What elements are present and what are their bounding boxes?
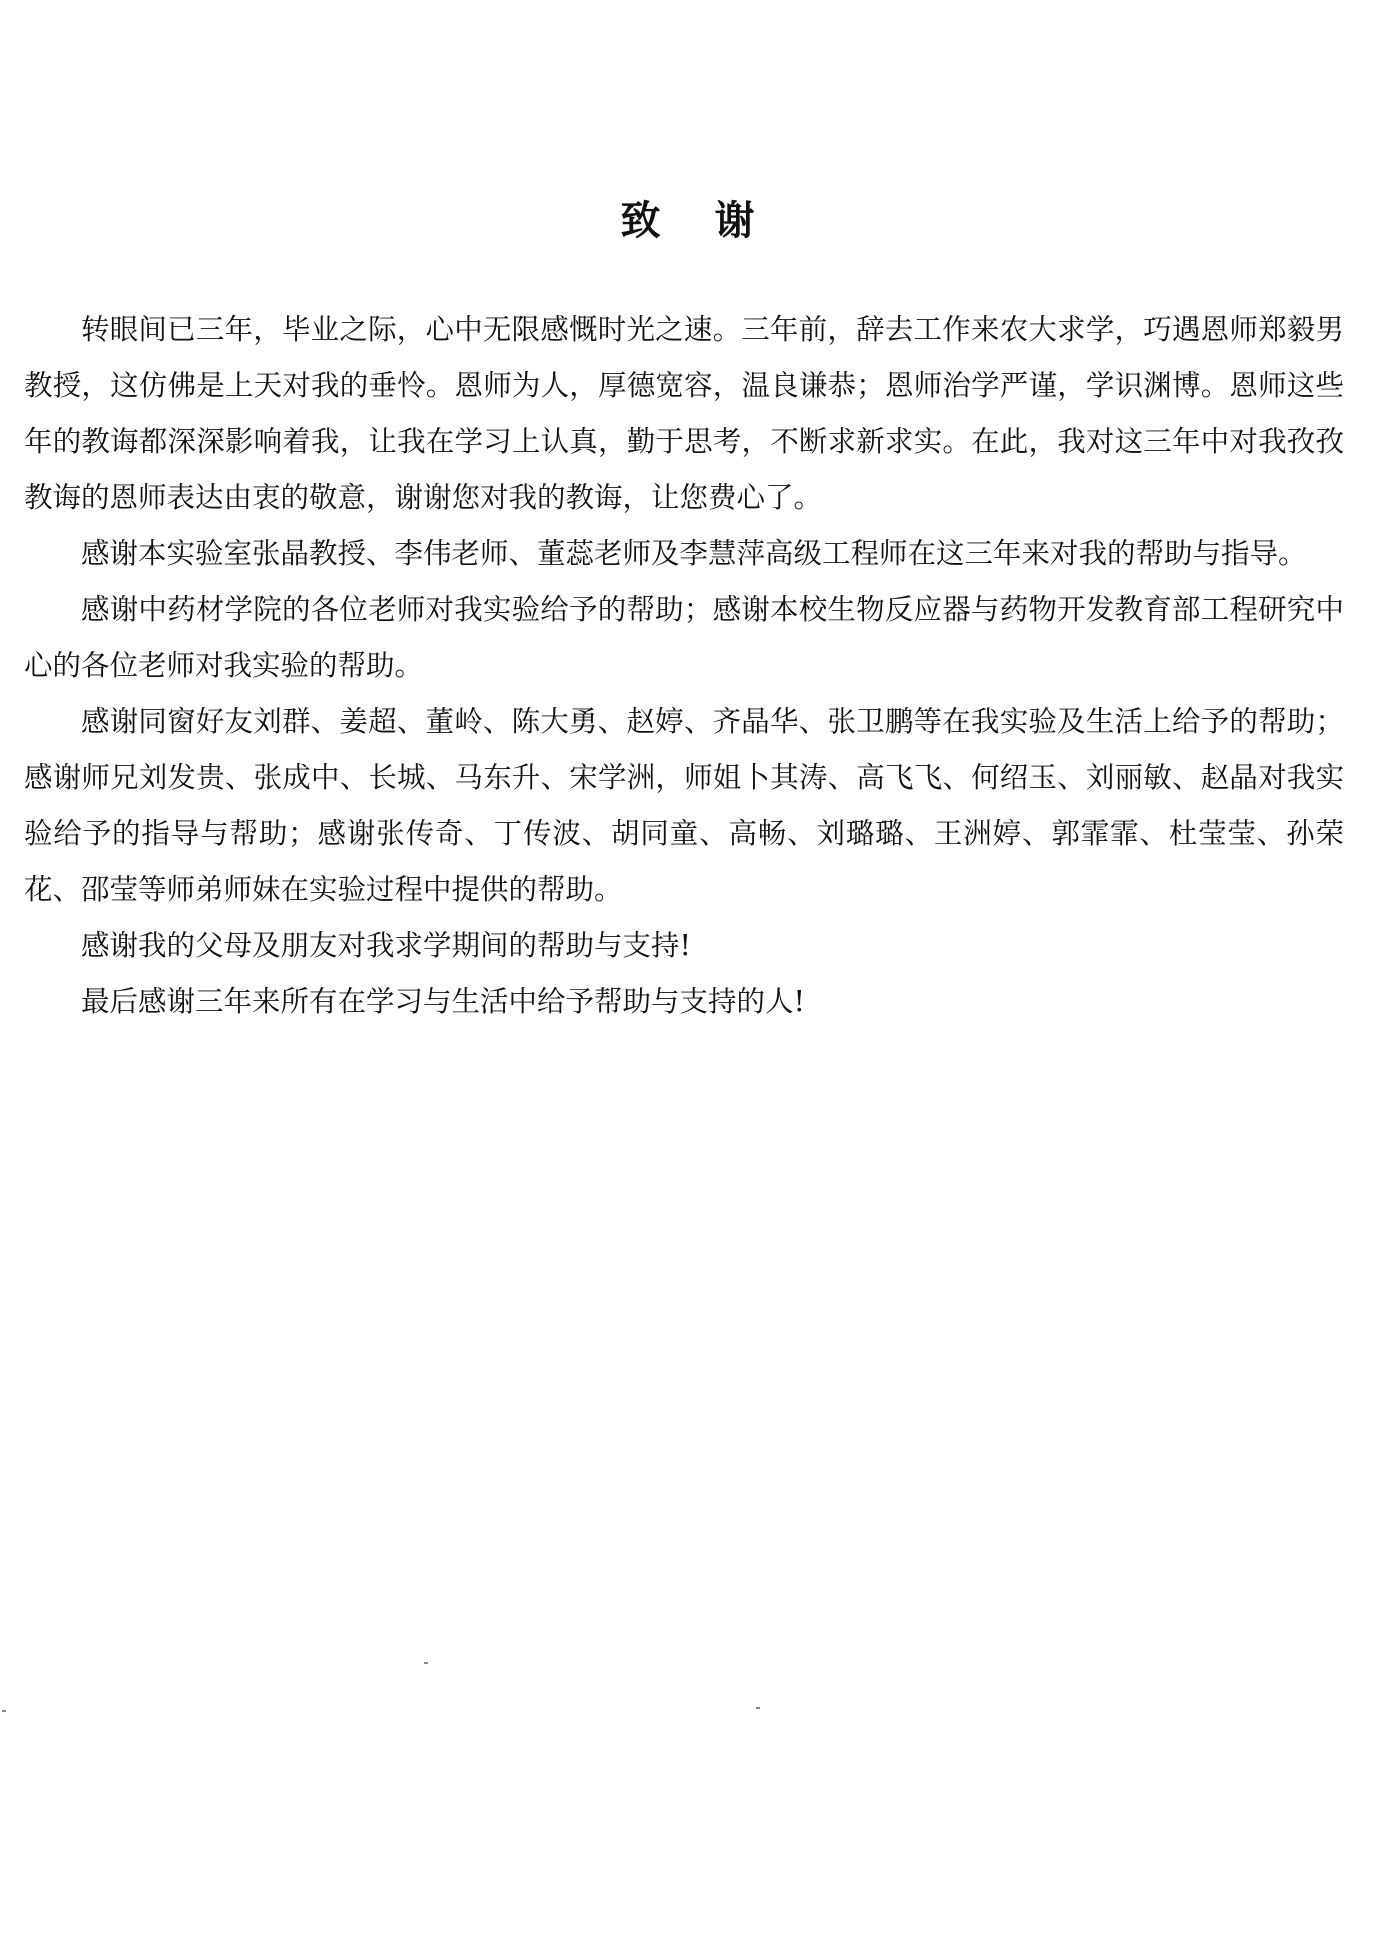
paragraph-college-teachers: 感谢中药材学院的各位老师对我实验给予的帮助；感谢本校生物反应器与药物开发教育部工程研究中心的各位老师对我实验的帮助。 <box>24 593 1344 682</box>
paragraph-advisor: 转眼间已三年，毕业之际，心中无限感慨时光之速。三年前，辞去工作来农大求学，巧遇恩师郑毅男教授，这仿佛是上天对我的垂怜。恩师为人，厚德宽容，温良谦恭；恩师治学严谨，学识渊博。恩师这些年的教诲都深深影响着我，让我在学习上认真，勤于思考，不断求新求实。在此，我对这三年中对我孜孜教诲的恩师表达由衷的敬意，谢谢您对我的教诲，让您费心了。 <box>24 313 1344 514</box>
acknowledgement-body <box>24 302 1344 1030</box>
scan-speck <box>756 1707 760 1709</box>
paragraph-family: 感谢我的父母及朋友对我求学期间的帮助与支持! <box>81 929 691 962</box>
scan-speck <box>2 1710 6 1712</box>
paragraph-classmates: 感谢同窗好友刘群、姜超、董岭、陈大勇、赵婷、齐晶华、张卫鹏等在我实验及生活上给予的帮助；感谢师兄刘发贵、张成中、长城、马东升、宋学洲，师姐卜其涛、高飞飞、何绍玉、刘丽敏、赵晶对我实验给予的指导与帮助；感谢张传奇、丁传波、胡同童、高畅、刘璐璐、王洲婷、郭霏霏、杜莹莹、孙荣花、邵莹等师弟师妹在实验过程中提供的帮助。 <box>24 705 1344 906</box>
scan-speck <box>424 1662 428 1664</box>
paragraph-lab-teachers: 感谢本实验室张晶教授、李伟老师、董蕊老师及李慧萍高级工程师在这三年来对我的帮助与指导。 <box>81 537 1307 570</box>
paragraph-final: 最后感谢三年来所有在学习与生活中给予帮助与支持的人! <box>81 985 805 1018</box>
page-title: 致谢 <box>620 197 809 244</box>
